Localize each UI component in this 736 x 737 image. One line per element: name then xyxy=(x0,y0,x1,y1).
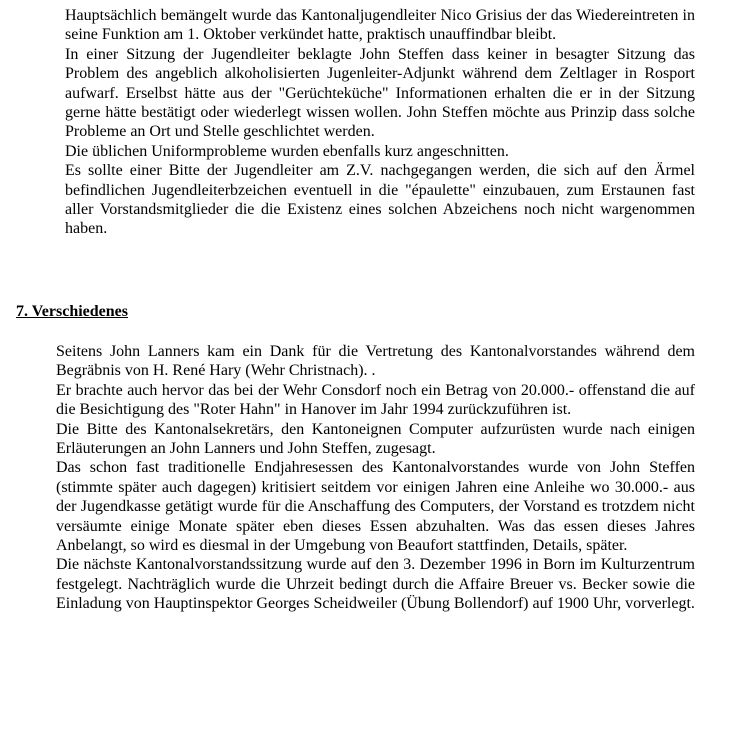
paragraph: Die Bitte des Kantonalsekretärs, den Kantoneignen Computer aufzurüsten wurde nach einigen Erläuterungen an John Lanners und John Steffen, zugesagt. xyxy=(56,420,695,458)
paragraph: Er brachte auch hervor das bei der Wehr Consdorf noch ein Betrag von 20.000.- offenstand die auf die Besichtigung des "Roter Hahn" in Hanover im Jahr 1994 zurückzuführen ist. xyxy=(56,381,695,419)
paragraph: Seitens John Lanners kam ein Dank für die Vertretung des Kantonalvorstandes während dem Begräbnis von H. René Hary (Wehr Christnach). . xyxy=(56,343,695,380)
paragraph: Hauptsächlich bemängelt wurde das Kantonaljugendleiter Nico Grisius der das Wiedereintreten in seine Funktion am 1. Oktober verkündet hatte, praktisch unauffindbar bleibt. xyxy=(65,7,695,44)
section-heading: 7. Verschiedenes xyxy=(16,303,128,320)
paragraph: Es sollte einer Bitte der Jugendleiter am Z.V. nachgegangen werden, die sich auf den Ärmel befindlichen Jugendleiterbzeichen eventuell in die "épaulette" einzubauen, zum Erstaunen fast aller Vorstandsmitglieder die die Existenz eines solchen Abzeichens noch nicht wargenommen haben. xyxy=(65,162,695,238)
text-block-verschiedenes xyxy=(56,342,695,614)
paragraph: Die üblichen Uniformprobleme wurden ebenfalls kurz angeschnitten. xyxy=(65,142,509,160)
paragraph: In einer Sitzung der Jugendleiter beklagte John Steffen dass keiner in besagter Sitzung das Problem des angeblich alkoholisierten Jugenleiter-Adjunkt während dem Zeltlager in Rosport aufwarf. Erselbst hätte aus der "Gerüchteküche" Informationen erhalten die er in der Sitzung gerne hätte bestätigt oder wiederlegt wissen wollen. John Steffen möchte aus Prinzip dass solche Probleme an Ort und Stelle geschlichtet werden. xyxy=(65,45,695,141)
paragraph: Die nächste Kantonalvorstandssitzung wurde auf den 3. Dezember 1996 in Born im Kulturzentrum festgelegt. Nachträglich wurde die Uhrzeit bedingt durch die Affaire Breuer vs. Becker sowie die Einladung von Hauptinspektor Georges Scheidweiler (Übung Bollendorf) auf 1900 Uhr, vorverlegt. xyxy=(56,556,695,613)
text-block-top xyxy=(65,6,695,239)
paragraph: Das schon fast traditionelle Endjahresessen des Kantonalvorstandes wurde von John Steffen (stimmte später auch dagegen) kritisiert seitdem vor einigen Jahren eine Anleihe wo 30.000.- aus der Jugendkasse getätigt wurde für die Anschaffung des Computers, der Vorstand es trotzdem nicht versäumte einige Monate später eben dieses Essen abzuhalten. Was das essen dieses Jahres Anbelangt, so wird es diesmal in der Umgebung von Beaufort stattfinden, Details, später. xyxy=(56,459,695,555)
